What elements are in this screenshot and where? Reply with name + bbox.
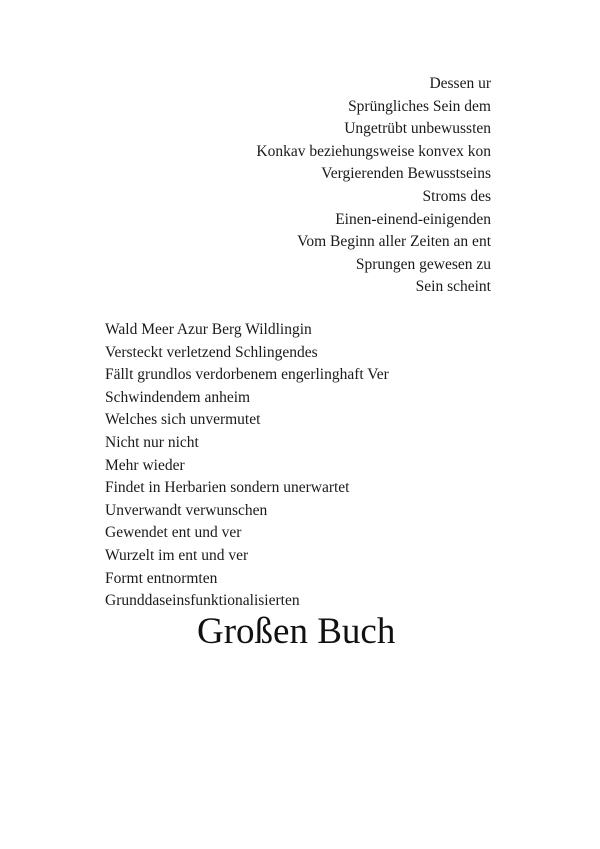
poem-line: Nicht nur nicht: [105, 433, 199, 451]
poem-line: Schwindendem anheim: [105, 388, 251, 406]
poem-line: Unverwandt verwunschen: [105, 501, 268, 519]
poem-line: Sprüngliches Sein dem: [348, 97, 491, 115]
large-closing-title: Großen Buch: [197, 611, 396, 652]
poem-line: Ungetrübt unbewussten: [344, 120, 491, 138]
poem-line: Sprungen gewesen zu: [355, 255, 491, 273]
poem-line: Vergierenden Bewusstseins: [321, 165, 491, 183]
poem-line: Formt entnormten: [105, 569, 218, 587]
stanza-right-aligned: [256, 73, 491, 299]
poem-line: Mehr wieder: [105, 456, 185, 474]
poem-line: Einen-einend-einigenden: [335, 210, 491, 228]
poem-line: Gewendet ent und ver: [105, 524, 242, 542]
poem-line: Grunddaseinsfunktionalisierten: [105, 592, 300, 610]
poem-line: Wald Meer Azur Berg Wildlingin: [105, 321, 312, 338]
poem-line: Konkav beziehungsweise konvex kon: [256, 142, 491, 160]
poem-line: Wurzelt im ent und ver: [105, 546, 249, 564]
poem-line: Sein scheint: [415, 278, 491, 296]
poem-line: Findet in Herbarien sondern unerwartet: [105, 479, 350, 497]
poem-line: Dessen ur: [429, 75, 491, 92]
poem-line: Versteckt verletzend Schlingendes: [105, 343, 318, 361]
poem-line: Welches sich unvermutet: [105, 411, 261, 429]
poem-line: Vom Beginn aller Zeiten an ent: [297, 233, 491, 251]
poem-line: Fällt grundlos verdorbenem engerlinghaft Ver: [105, 366, 389, 384]
poem-line: Stroms des: [422, 187, 491, 205]
stanza-left-aligned: [105, 319, 389, 613]
